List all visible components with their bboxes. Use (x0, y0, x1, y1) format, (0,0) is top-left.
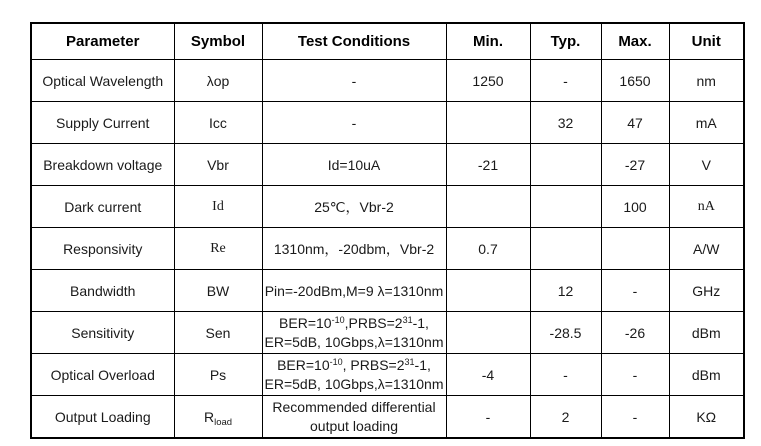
test-conditions-cell: Id=10uA (262, 144, 446, 186)
table-row-optical-overload (31, 354, 744, 396)
min-cell: - (446, 396, 530, 439)
table-row-dark-current (31, 186, 744, 228)
tc-text: BER=10 (279, 314, 332, 331)
typ-cell: - (530, 354, 601, 396)
spec-table (30, 22, 745, 439)
unit-cell: mA (669, 102, 744, 144)
parameter-cell: Responsivity (31, 228, 174, 270)
symbol-cell: Vbr (174, 144, 262, 186)
table-row-optical-wavelength (31, 60, 744, 102)
parameter-cell: Bandwidth (31, 270, 174, 312)
header-row (31, 23, 744, 60)
max-cell: 47 (601, 102, 669, 144)
test-conditions-cell: 25℃，Vbr-2 (262, 186, 446, 228)
parameter-cell: Optical Wavelength (31, 60, 174, 102)
symbol-cell: Sen (174, 312, 262, 354)
unit-cell: A/W (669, 228, 744, 270)
test-conditions-cell: - (262, 60, 446, 102)
tc-text: BER=10 (277, 356, 330, 373)
table-row-supply-current (31, 102, 744, 144)
tc-superscript: 31 (402, 314, 413, 325)
tc-text: ,PRBS=2 (344, 314, 403, 331)
header-min: Min. (446, 23, 530, 60)
test-conditions-cell: Pin=-20dBm,M=9 λ=1310nm (262, 270, 446, 312)
max-cell: 100 (601, 186, 669, 228)
min-cell (446, 312, 530, 354)
symbol-cell: Re (174, 228, 262, 270)
symbol-cell: Id (174, 186, 262, 228)
unit-cell: dBm (669, 312, 744, 354)
max-cell: - (601, 270, 669, 312)
symbol-subscript: load (214, 416, 233, 428)
unit-cell: V (669, 144, 744, 186)
test-conditions-cell: - (262, 102, 446, 144)
tc-superscript: 31 (404, 356, 415, 367)
test-conditions-cell: 1310nm，-20dbm，Vbr-2 (262, 228, 446, 270)
max-cell: - (601, 396, 669, 439)
max-cell: 1650 (601, 60, 669, 102)
tc-text: Recommended differential (272, 398, 436, 415)
min-cell (446, 186, 530, 228)
unit-cell: dBm (669, 354, 744, 396)
unit-cell: nA (669, 186, 744, 228)
table-row-bandwidth (31, 270, 744, 312)
max-cell: -26 (601, 312, 669, 354)
typ-cell: - (530, 60, 601, 102)
table-row-sensitivity (31, 312, 744, 354)
symbol-cell: BW (174, 270, 262, 312)
table-row-output-loading (31, 396, 744, 439)
header-parameter: Parameter (31, 23, 174, 60)
parameter-cell: Optical Overload (31, 354, 174, 396)
tc-text: ER=5dB, 10Gbps,λ=1310nm (264, 375, 444, 392)
tc-text: -1, (414, 356, 431, 373)
symbol-cell: Ps (174, 354, 262, 396)
parameter-cell: Sensitivity (31, 312, 174, 354)
tc-text: , PRBS=2 (342, 356, 405, 373)
parameter-cell: Output Loading (31, 396, 174, 439)
test-conditions-cell (262, 396, 446, 439)
min-cell: -21 (446, 144, 530, 186)
header-test-conditions: Test Conditions (262, 23, 446, 60)
header-typ: Typ. (530, 23, 601, 60)
typ-cell (530, 228, 601, 270)
tc-text: -1, (412, 314, 429, 331)
typ-cell: 2 (530, 396, 601, 439)
table-row-breakdown-voltage (31, 144, 744, 186)
min-cell: -4 (446, 354, 530, 396)
tc-text: ER=5dB, 10Gbps,λ=1310nm (264, 333, 444, 350)
typ-cell (530, 144, 601, 186)
tc-superscript: -10 (331, 314, 345, 325)
tc-text: output loading (310, 417, 398, 434)
header-unit: Unit (669, 23, 744, 60)
typ-cell: 32 (530, 102, 601, 144)
max-cell (601, 228, 669, 270)
tc-superscript: -10 (329, 356, 343, 367)
test-conditions-cell (262, 312, 446, 354)
typ-cell: 12 (530, 270, 601, 312)
unit-cell: KΩ (669, 396, 744, 439)
typ-cell (530, 186, 601, 228)
min-cell (446, 270, 530, 312)
max-cell: - (601, 354, 669, 396)
min-cell: 0.7 (446, 228, 530, 270)
symbol-base: R (203, 408, 215, 425)
parameter-cell: Supply Current (31, 102, 174, 144)
table-row-responsivity (31, 228, 744, 270)
min-cell (446, 102, 530, 144)
symbol-cell: Icc (174, 102, 262, 144)
unit-cell: GHz (669, 270, 744, 312)
min-cell: 1250 (446, 60, 530, 102)
header-symbol: Symbol (174, 23, 262, 60)
test-conditions-cell (262, 354, 446, 396)
symbol-cell: λop (174, 60, 262, 102)
parameter-cell: Dark current (31, 186, 174, 228)
unit-cell: nm (669, 60, 744, 102)
header-max: Max. (601, 23, 669, 60)
typ-cell: -28.5 (530, 312, 601, 354)
symbol-cell (174, 396, 262, 439)
parameter-cell: Breakdown voltage (31, 144, 174, 186)
max-cell: -27 (601, 144, 669, 186)
